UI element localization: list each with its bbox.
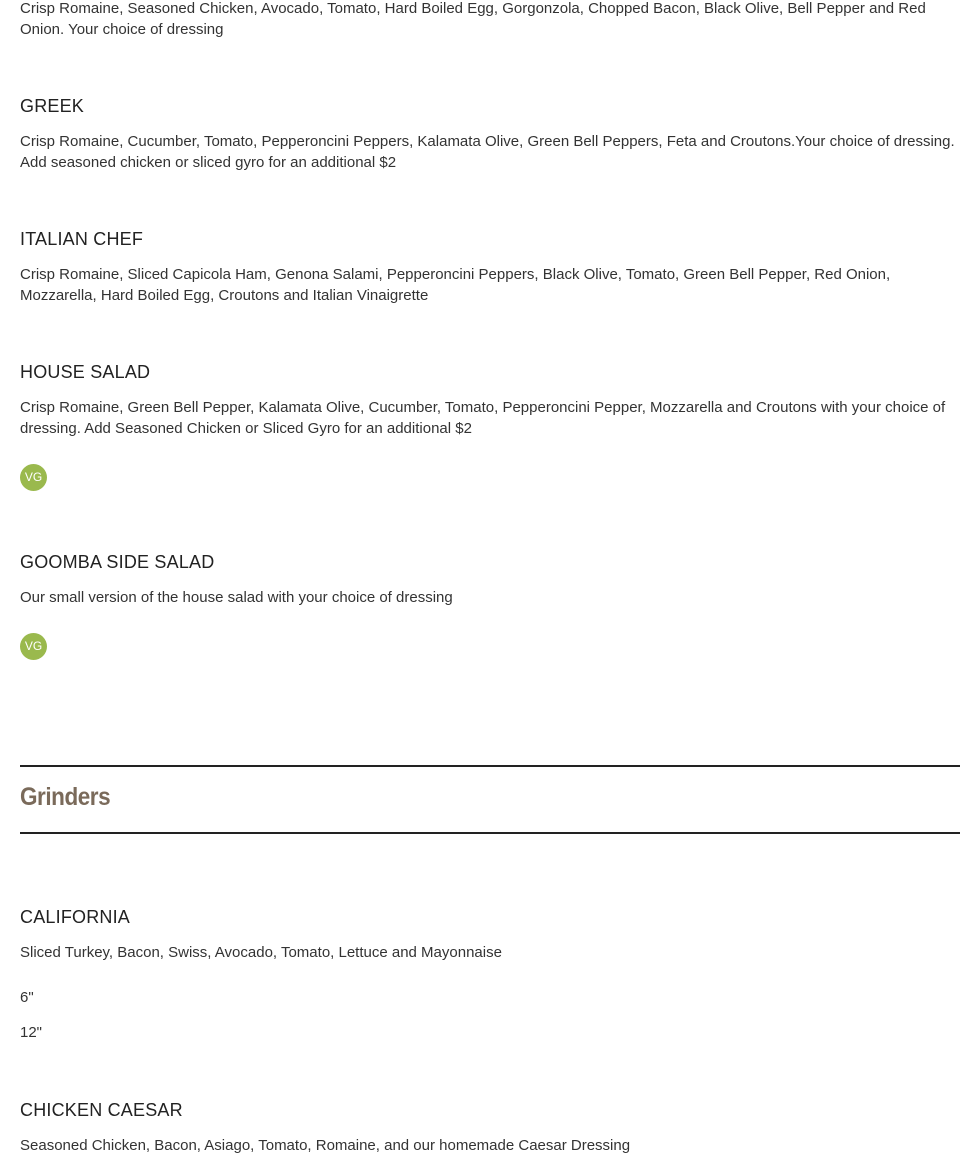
menu-item-description-greek: Crisp Romaine, Cucumber, Tomato, Pepperoncini Peppers, Kalamata Olive, Green Bell Peppers, Feta and Croutons.Your choice of dressing. Add seasoned chicken or sliced gyro for an additional $2: [20, 133, 955, 171]
size-option-6-inch: 6": [20, 989, 34, 1006]
vegetarian-badge: VG: [20, 633, 47, 660]
section-divider-bottom: [20, 832, 960, 834]
section-divider-top: [20, 765, 960, 767]
menu-item-title-house-salad: HOUSE SALAD: [20, 362, 151, 382]
menu-item-title-goomba-side-salad: GOOMBA SIDE SALAD: [20, 552, 215, 572]
size-option-12-inch: 12": [20, 1024, 43, 1041]
menu-item-title-california: CALIFORNIA: [20, 907, 131, 927]
menu-item-title-greek: GREEK: [20, 96, 85, 116]
menu-item-title-italian-chef: ITALIAN CHEF: [20, 229, 144, 249]
menu-item-description-chicken-caesar: Seasoned Chicken, Bacon, Asiago, Tomato, Romaine, and our homemade Caesar Dressing: [20, 1137, 631, 1154]
menu-item-description-house-salad: Crisp Romaine, Green Bell Pepper, Kalamata Olive, Cucumber, Tomato, Pepperoncini Pepper, Mozzarella and Croutons with your choice of dressing. Add Seasoned Chicken or Sliced Gyro for an additional $2: [20, 399, 946, 437]
menu-item-description-california: Sliced Turkey, Bacon, Swiss, Avocado, Tomato, Lettuce and Mayonnaise: [20, 944, 502, 961]
menu-item-description: Crisp Romaine, Seasoned Chicken, Avocado, Tomato, Hard Boiled Egg, Gorgonzola, Chopped Bacon, Black Olive, Bell Pepper and Red Onion. Your choice of dressing: [20, 0, 926, 38]
menu-item-description-goomba-side-salad: Our small version of the house salad with your choice of dressing: [20, 589, 453, 606]
menu-item-description-italian-chef: Crisp Romaine, Sliced Capicola Ham, Genona Salami, Pepperoncini Peppers, Black Olive, Tomato, Green Bell Pepper, Red Onion, Mozzarella, Hard Boiled Egg, Croutons and Italian Vinaigrette: [20, 266, 891, 304]
menu-item-title-chicken-caesar: CHICKEN CAESAR: [20, 1100, 183, 1120]
section-heading-grinders: Grinders: [20, 783, 111, 811]
vegetarian-badge: VG: [20, 464, 47, 491]
